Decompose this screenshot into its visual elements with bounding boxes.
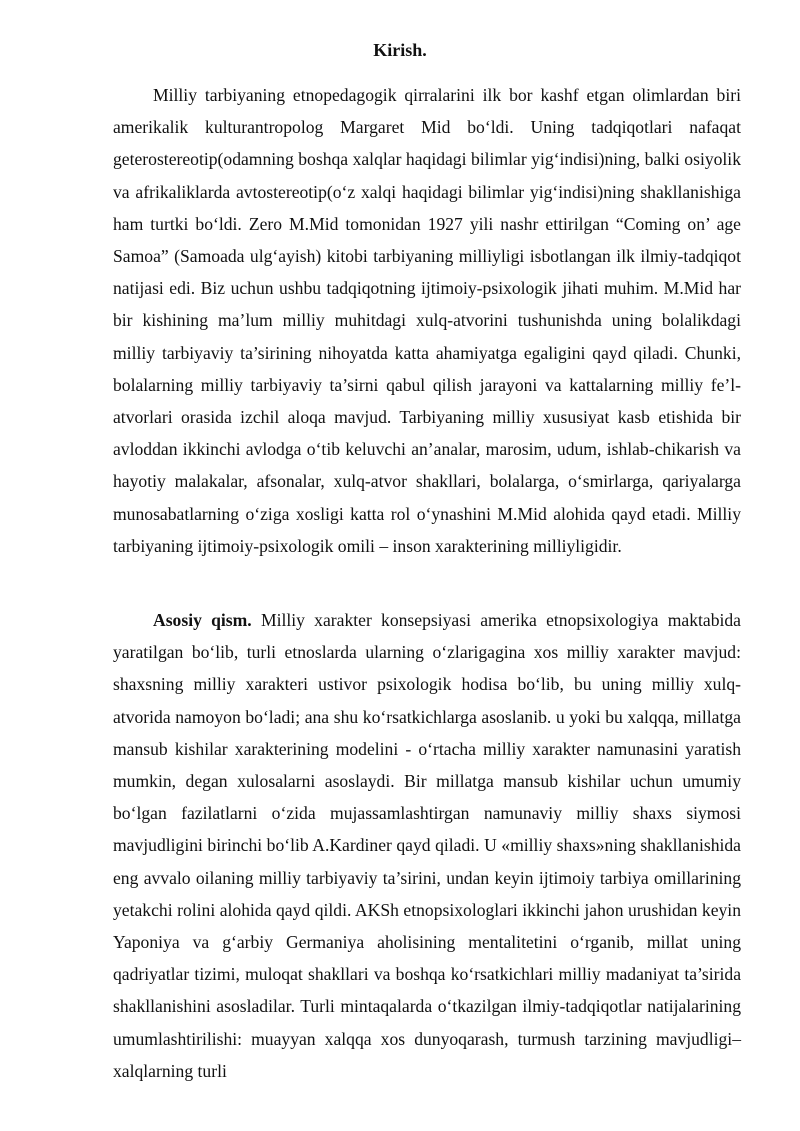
intro-paragraph-text: Milliy tarbiyaning etnopedagogik qirralarini ilk bor kashf etgan olimlardan biri amerikalik kulturantropolog Margaret Mid bo‘ldi. Uning tadqiqotlari nafaqat geterostereotip(odamning boshqa xalqlar haqidagi bilimlar yig‘indisi)ning, balki osiyolik va afrikaliklarda avtostereotip(o‘z xalqi haqidagi bilimlar yig‘indisi)ning shakllanishiga ham turtki bo‘ldi. Zero M.Mid tomonidan 1927 yili nashr ettirilgan “Coming on’ age Samoa” (Samoada ulg‘ayish) kitobi tarbiyaning milliyligi isbotlangan ilk ilmiy-tadqiqot natijasi edi. Biz uchun ushbu tadqiqotning ijtimoiy-psixologik jihati muhim. M.Mid har bir kishining ma’lum milliy muhitdagi xulq-atvorini tushunishda uning bolalikdagi milliy tarbiyaviy ta’sirining nihoyatda katta ahamiyatga egaligini qayd qiladi. Chunki, bolalarning milliy tarbiyaviy ta’sirni qabul qilish jarayoni va kattalarning milliy fe’l-atvorlari orasida izchil aloqa mavjud. Tarbiyaning milliy xususiyat kasb etishida bir avloddan ikkinchi avlodga o‘tib keluvchi an’analar, marosim, udum, ishlab-chikarish va hayotiy malakalar, afsonalar, xulq-atvor shakllari, bolalarga, o‘smirlarga, qariyalarga munosabatlarning o‘ziga xosligi katta rol o‘ynashini M.Mid alohida qayd etadi. Milliy tarbiyaning ijtimoiy-psixologik omili – inson xarakterining milliyligidir. [113,85,741,556]
page-title: Kirish. [373,40,427,60]
main-part-heading: Asosiy qism. [153,610,252,630]
main-part-paragraph [113,604,741,1087]
main-part-paragraph-text: Milliy xarakter konsepsiyasi amerika etnopsixologiya maktabida yaratilgan bo‘lib, turli etnoslarda ularning o‘zlarigagina xos milliy xarakter mavjud: shaxsning milliy xarakteri ustivor psixologik hodisa bo‘lib, bu uning milliy xulq-atvorida namoyon bo‘ladi; ana shu ko‘rsatkichlarga asoslanib. u yoki bu xalqqa, millatga mansub kishilar xarakterining modelini - o‘rtacha milliy xarakter namunasini yaratish mumkin, degan xulosalarni asoslaydi. Bir millatga mansub kishilar uchun umumiy bo‘lgan fazilatlarni o‘zida mujassamlashtirgan namunaviy milliy shaxs siymosi mavjudligini birinchi bo‘lib A.Kardiner qayd qiladi. U «milliy shaxs»ning shakllanishida eng avvalo oilaning milliy tarbiyaviy ta’sirini, undan keyin ijtimoiy tarbiya omillarining yetakchi rolini alohida qayd qildi. AKSh etnopsixologlari ikkinchi jahon urushidan keyin Yaponiya va g‘arbiy Germaniya aholisining mentalitetini o‘rganib, millat uning qadriyatlar tizimi, muloqat shakllari va boshqa ko‘rsatkichlari milliy madaniyat ta’sirida shakllanishini asosladilar. Turli mintaqalarda o‘tkazilgan ilmiy-tadqiqotlar natijalarining umumlashtirilishi: muayyan xalqqa xos dunyoqarash, turmush tarzining mavjudligi–xalqlarning turli [113,610,741,1081]
intro-paragraph [113,79,741,562]
